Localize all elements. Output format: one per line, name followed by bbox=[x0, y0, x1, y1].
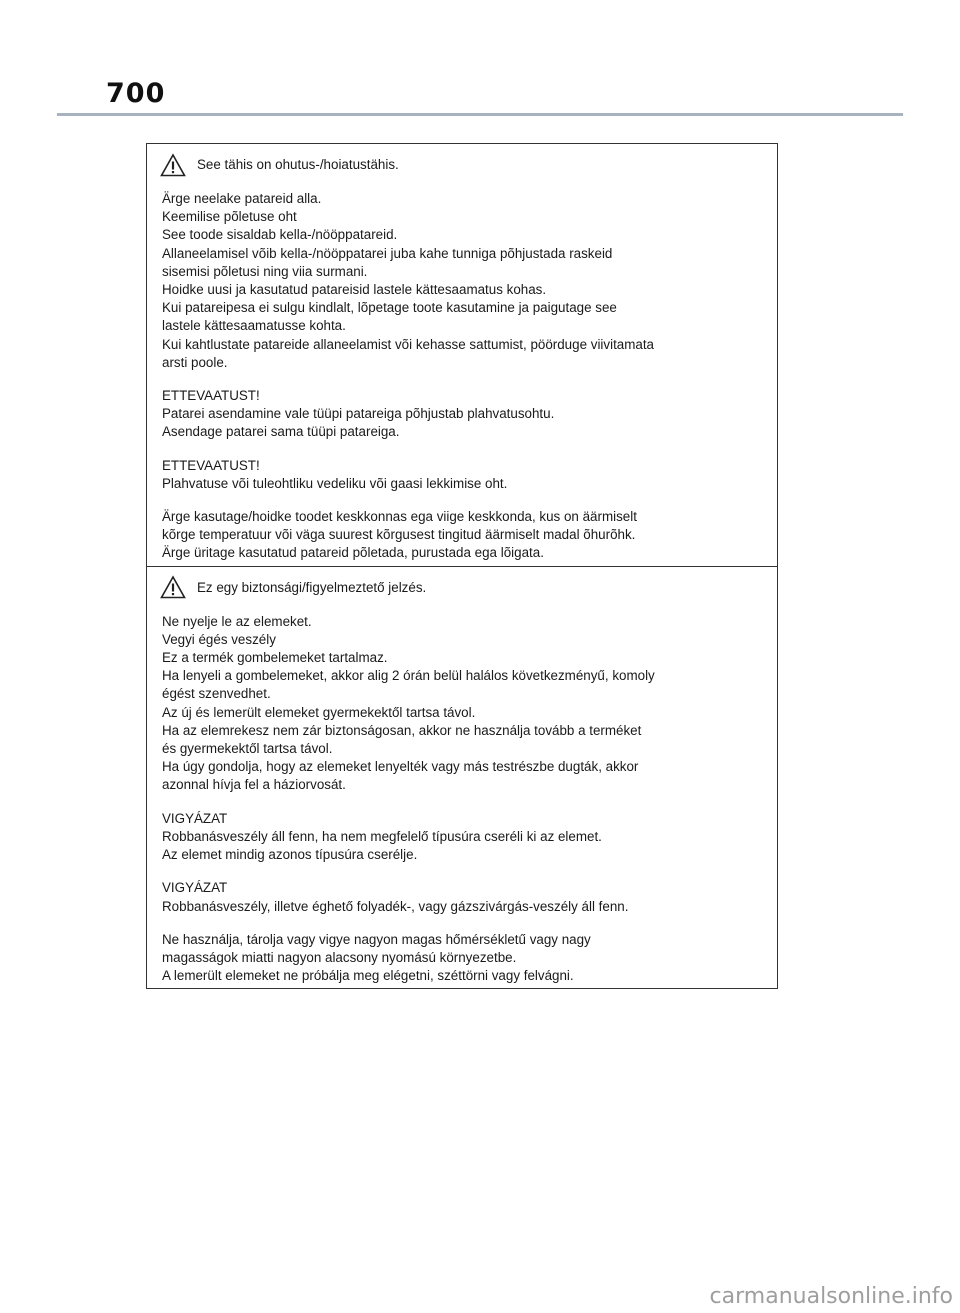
section-header-text: Ez egy biztonsági/figyelmeztető jelzés. bbox=[197, 579, 427, 595]
text-line: Plahvatuse või tuleohtliku vedeliku või gaasi lekkimise oht. bbox=[162, 475, 508, 491]
text-line: See toode sisaldab kella-/nööppatareid. bbox=[162, 227, 398, 243]
warning-triangle-icon bbox=[160, 575, 186, 599]
paragraph bbox=[162, 508, 763, 563]
text-line: magasságok miatti nagyon alacsony nyomású környezetbe. bbox=[162, 949, 517, 965]
paragraph bbox=[162, 613, 763, 795]
text-line: kõrge temperatuur või väga suurest kõrgusest tingitud äärmiselt madal õhurõhk. bbox=[162, 527, 636, 543]
text-line: Kui patareipesa ei sulgu kindlalt, lõpetage toote kasutamine ja paigutage see bbox=[162, 300, 617, 316]
text-line: Ha lenyeli a gombelemeket, akkor alig 2 órán belül halálos következményű, komoly bbox=[162, 668, 655, 684]
text-line: Allaneelamisel võib kella-/nööppatarei juba kahe tunniga põhjustada raskeid bbox=[162, 245, 613, 261]
paragraph bbox=[162, 931, 763, 986]
section-header-text: See tähis on ohutus-/hoiatustähis. bbox=[197, 157, 399, 172]
text-line: Kui kahtlustate patareide allaneelamist või kehasse sattumist, pöörduge viivitamata bbox=[162, 336, 655, 352]
text-line: Ärge neelake patareid alla. bbox=[162, 191, 322, 206]
text-line: Asendage patarei sama tüüpi patareiga. bbox=[162, 424, 400, 440]
text-line: Robbanásveszély áll fenn, ha nem megfelelő típusúra cseréli ki az elemet. bbox=[162, 828, 602, 844]
text-line: sisemisi põletusi ning viia surmani. bbox=[162, 263, 368, 279]
paragraph bbox=[162, 387, 763, 442]
page-number: 700 bbox=[106, 78, 166, 109]
text-line: ETTEVAATUST! bbox=[162, 457, 260, 473]
text-line: Keemilise põletuse oht bbox=[162, 209, 297, 225]
footer-watermark: carmanualsonline.info bbox=[709, 1284, 953, 1309]
warning-section-estonian bbox=[147, 144, 777, 566]
text-line: A lemerült elemeket ne próbálja meg elégetni, széttörni vagy felvágni. bbox=[162, 968, 574, 984]
text-line: arsti poole. bbox=[162, 354, 228, 370]
section-body bbox=[162, 190, 763, 563]
text-line: VIGYÁZAT bbox=[162, 880, 228, 896]
text-line: Az elemet mindig azonos típusúra cserélje. bbox=[162, 847, 418, 863]
text-line: Az új és lemerült elemeket gyermekektől tartsa távol. bbox=[162, 704, 476, 720]
paragraph bbox=[162, 879, 763, 915]
text-line: Ha úgy gondolja, hogy az elemeket lenyelték vagy más testrészbe dugták, akkor bbox=[162, 759, 639, 775]
text-line: lastele kättesaamatusse kohta. bbox=[162, 318, 346, 334]
text-line: és gyermekektől tartsa távol. bbox=[162, 741, 333, 757]
text-line: Vegyi égés veszély bbox=[162, 631, 276, 647]
text-line: VIGYÁZAT bbox=[162, 810, 228, 826]
text-line: Ärge kasutage/hoidke toodet keskkonnas ega viige keskkonda, kus on äärmiselt bbox=[162, 509, 637, 525]
text-line: azonnal hívja fel a háziorvosát. bbox=[162, 777, 346, 793]
section-header bbox=[162, 150, 763, 179]
header-divider bbox=[57, 113, 903, 116]
paragraph bbox=[162, 190, 763, 372]
text-line: Robbanásveszély, illetve éghető folyadék-, vagy gázszivárgás-veszély áll fenn. bbox=[162, 898, 629, 914]
text-line: Ne használja, tárolja vagy vigye nagyon magas hőmérsékletű vagy nagy bbox=[162, 931, 591, 947]
text-line: Hoidke uusi ja kasutatud patareisid lastele kättesaamatus kohas. bbox=[162, 282, 547, 298]
warning-section-hungarian bbox=[147, 566, 777, 989]
text-line: Ha az elemrekesz nem zár biztonságosan, akkor ne használja tovább a terméket bbox=[162, 722, 642, 738]
paragraph bbox=[162, 457, 763, 493]
text-line: Ez a termék gombelemeket tartalmaz. bbox=[162, 650, 388, 666]
text-line: Ne nyelje le az elemeket. bbox=[162, 613, 312, 629]
section-body bbox=[162, 613, 763, 986]
text-line: ETTEVAATUST! bbox=[162, 388, 260, 404]
warning-box bbox=[146, 143, 778, 989]
text-line: Patarei asendamine vale tüüpi patareiga põhjustab plahvatusohtu. bbox=[162, 406, 555, 422]
warning-triangle-icon bbox=[160, 153, 186, 177]
paragraph bbox=[162, 810, 763, 865]
text-line: égést szenvedhet. bbox=[162, 686, 271, 702]
text-line: Ärge üritage kasutatud patareid põletada, purustada ega lõigata. bbox=[162, 545, 544, 561]
section-header bbox=[162, 573, 763, 602]
